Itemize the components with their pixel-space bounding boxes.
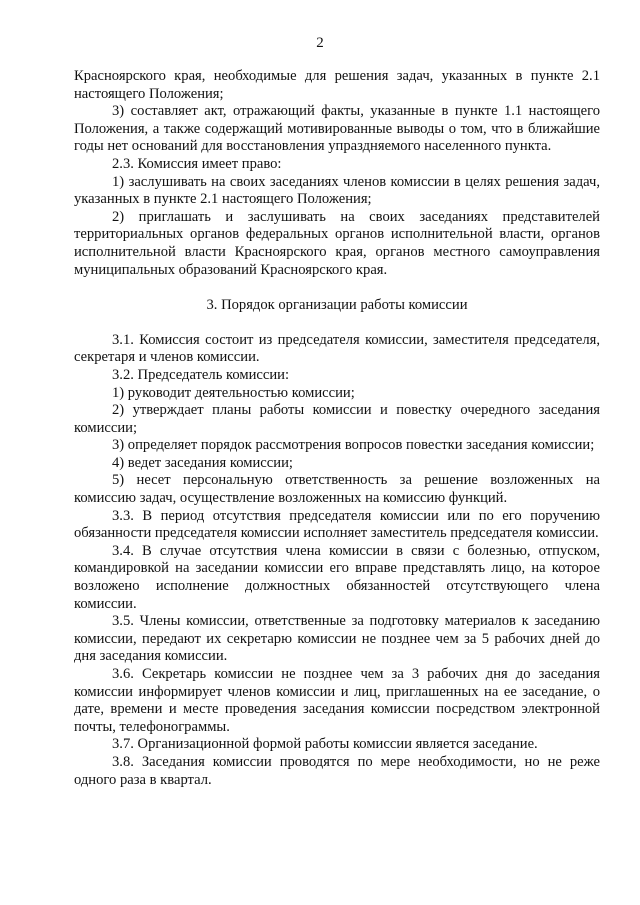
paragraph-3-3: 3.3. В период отсутствия председателя комиссии или по его поручению обязанности председателя комиссии исполняет заместитель председателя комиссии. bbox=[74, 507, 600, 542]
spacer bbox=[74, 279, 600, 297]
paragraph-3-2-item-1: 1) руководит деятельностью комиссии; bbox=[112, 384, 355, 401]
section-heading: 3. Порядок организации работы комиссии bbox=[206, 297, 468, 314]
paragraph-2-3: 2.3. Комиссия имеет право: bbox=[112, 155, 282, 172]
spacer bbox=[74, 315, 600, 332]
paragraph-3-2-item-5: 5) несет персональную ответственность за решение возложенных на комиссию задач, осуществление возложенных на комиссию функций. bbox=[74, 472, 600, 507]
paragraph-3-2-item-2: 2) утверждает планы работы комиссии и повестку очередного заседания комиссии; bbox=[74, 402, 600, 436]
page-number: 2 bbox=[316, 35, 324, 51]
paragraph-3-1: 3.1. Комиссия состоит из председателя комиссии, заместителя председателя, секретаря и членов комиссии. bbox=[74, 331, 600, 366]
paragraph-3-8: 3.8. Заседания комиссии проводятся по мере необходимости, но не реже одного раза в квартал. bbox=[74, 753, 600, 788]
paragraph-3-7: 3.7. Организационной формой работы комиссии является заседание. bbox=[112, 736, 538, 753]
document-body bbox=[74, 68, 600, 789]
paragraph-3-5: 3.5. Члены комиссии, ответственные за подготовку материалов к заседанию комиссии, передают их секретарю комиссии не позднее чем за 5 рабочих дней до дня заседания комиссии. bbox=[74, 613, 600, 665]
paragraph-3-2-item-3: 3) определяет порядок рассмотрения вопросов повестки заседания комиссии; bbox=[112, 437, 595, 454]
paragraph-continuation: Красноярского края, необходимые для решения задач, указанных в пункте 2.1 настоящего Положения; bbox=[74, 68, 600, 102]
paragraph-3-6: 3.6. Секретарь комиссии не позднее чем за 3 рабочих дня до заседания комиссии информирует членов комиссии и лиц, приглашенных на ее заседание, о дате, времени и месте проведения заседания комиссии посредством электронной почты, телефонограммы. bbox=[74, 666, 600, 735]
paragraph-3-2: 3.2. Председатель комиссии: bbox=[112, 366, 290, 383]
paragraph-3-4: 3.4. В случае отсутствия члена комиссии в связи с болезнью, отпуском, командировкой на заседании комиссии его вправе представлять лицо, на которое возложено исполнение должностных обязанностей отсутствующего члена комиссии. bbox=[74, 542, 600, 612]
paragraph-item-3: 3) составляет акт, отражающий факты, указанные в пункте 1.1 настоящего Положения, а также содержащий мотивированные выводы о том, что в ближайшие годы нет оснований для восстановления упраздняемого населенного пункта. bbox=[74, 103, 600, 155]
paragraph-2-3-item-1: 1) заслушивать на своих заседаниях членов комиссии в целях решения задач, указанных в пункте 2.1 настоящего Положения; bbox=[74, 173, 600, 208]
paragraph-3-2-item-4: 4) ведет заседания комиссии; bbox=[112, 454, 293, 471]
paragraph-2-3-item-2: 2) приглашать и заслушивать на своих заседаниях представителей территориальных органов федеральных органов исполнительной власти, органов исполнительной власти Красноярского края, органов местного самоуправления муниципальных образований Красноярского края. bbox=[74, 208, 600, 278]
